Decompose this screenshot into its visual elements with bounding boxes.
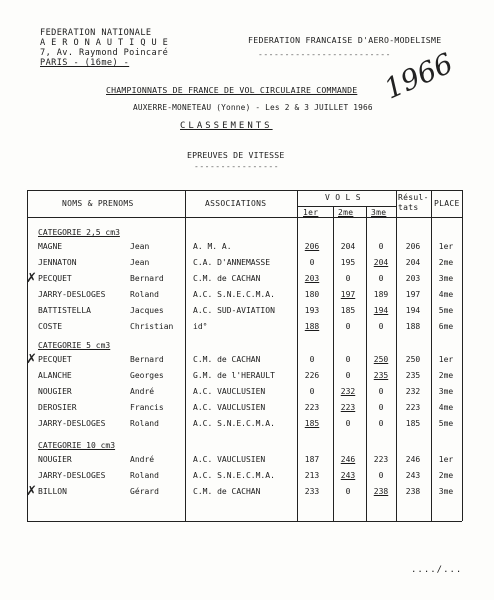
- association-name: G.M. de l'HERAULT: [193, 371, 275, 380]
- result-score: 188: [405, 322, 421, 331]
- flight-score-3: 194: [373, 306, 389, 315]
- competitor-firstname: Christian: [130, 322, 174, 331]
- flight-score-2: 232: [340, 387, 356, 396]
- flight-score-3: 0: [378, 419, 384, 428]
- place-rank: 5me: [438, 306, 454, 315]
- separator-dots: ----------------: [194, 162, 280, 171]
- flight-score-3: 0: [378, 242, 384, 251]
- flight-score-2: 0: [345, 371, 351, 380]
- flight-score-1: 180: [304, 290, 320, 299]
- flight-score-3: 235: [373, 371, 389, 380]
- competitor-surname: DEROSIER: [38, 403, 77, 412]
- competitor-firstname: Gérard: [130, 487, 159, 496]
- competitor-firstname: André: [130, 387, 155, 396]
- flight-score-1: 206: [304, 242, 320, 251]
- association-name: C.M. de CACHAN: [193, 274, 261, 283]
- federation-title: FEDERATION FRANCAISE D'AERO-MODELISME: [248, 35, 442, 45]
- flight-score-1: 193: [304, 306, 320, 315]
- association-name: A.C. VAUCLUSIEN: [193, 403, 266, 412]
- flight-score-2: 246: [340, 455, 356, 464]
- place-rank: 6me: [438, 322, 454, 331]
- competitor-firstname: Roland: [130, 471, 159, 480]
- result-score: 194: [405, 306, 421, 315]
- vols-subheader-divider: [297, 206, 396, 207]
- association-name: A. M. A.: [193, 242, 232, 251]
- flight-score-1: 0: [309, 387, 315, 396]
- column-header-associations: ASSOCIATIONS: [205, 199, 267, 208]
- speed-events-heading: EPREUVES DE VITESSE: [187, 150, 285, 160]
- place-rank: 3me: [438, 274, 454, 283]
- association-name: C.M. de CACHAN: [193, 355, 261, 364]
- competitor-surname: BATTISTELLA: [38, 306, 91, 315]
- place-rank: 2me: [438, 471, 454, 480]
- flight-score-3: 250: [373, 355, 389, 364]
- column-header-vol1: 1er: [303, 208, 319, 217]
- result-score: 235: [405, 371, 421, 380]
- competitor-surname: BILLON: [38, 487, 67, 496]
- flight-score-3: 204: [373, 258, 389, 267]
- flight-score-2: 197: [340, 290, 356, 299]
- place-rank: 3me: [438, 487, 454, 496]
- flight-score-1: 233: [304, 487, 320, 496]
- handwritten-x-mark: ✗: [26, 352, 37, 367]
- place-rank: 4me: [438, 290, 454, 299]
- result-score: 243: [405, 471, 421, 480]
- competitor-surname: JARRY-DESLOGES: [38, 471, 106, 480]
- result-score: 223: [405, 403, 421, 412]
- flight-score-1: 226: [304, 371, 320, 380]
- place-rank: 1er: [438, 455, 454, 464]
- flight-score-3: 238: [373, 487, 389, 496]
- category-title: CATEGORIE 5 cm3: [38, 341, 111, 350]
- flight-score-2: 0: [345, 322, 351, 331]
- address-line: 7, Av. Raymond Poincaré: [40, 48, 169, 58]
- championship-title: CHAMPIONNATS DE FRANCE DE VOL CIRCULAIRE COMMANDE: [106, 85, 358, 95]
- column-header-names: NOMS & PRENOMS: [62, 199, 134, 208]
- flight-score-1: 187: [304, 455, 320, 464]
- competitor-surname: COSTE: [38, 322, 63, 331]
- flight-score-2: 243: [340, 471, 356, 480]
- competitor-surname: NOUGIER: [38, 455, 72, 464]
- competitor-firstname: Bernard: [130, 355, 164, 364]
- result-score: 232: [405, 387, 421, 396]
- place-rank: 3me: [438, 387, 454, 396]
- competitor-surname: NOUGIER: [38, 387, 72, 396]
- competitor-surname: JARRY-DESLOGES: [38, 419, 106, 428]
- place-rank: 2me: [438, 371, 454, 380]
- competitor-surname: MAGNE: [38, 242, 63, 251]
- flight-score-1: 203: [304, 274, 320, 283]
- result-score: 185: [405, 419, 421, 428]
- address-line: A E R O N A U T I Q U E: [40, 38, 169, 48]
- table-border-right: [462, 190, 463, 521]
- address-line: FEDERATION NATIONALE: [40, 28, 152, 38]
- flight-score-1: 213: [304, 471, 320, 480]
- association-name: A.C. S.N.E.C.M.A.: [193, 419, 275, 428]
- result-score: 197: [405, 290, 421, 299]
- association-name: A.C. VAUCLUSIEN: [193, 455, 266, 464]
- result-score: 206: [405, 242, 421, 251]
- flight-score-3: 223: [373, 455, 389, 464]
- column-header-results: Résul-tats: [398, 193, 429, 212]
- column-divider: [185, 190, 186, 521]
- association-name: C.A. D'ANNEMASSE: [193, 258, 271, 267]
- column-header-vol3: 3me: [371, 208, 387, 217]
- flight-score-1: 188: [304, 322, 320, 331]
- continued-marker: ..../...: [411, 565, 463, 575]
- place-rank: 5me: [438, 419, 454, 428]
- competitor-firstname: André: [130, 455, 155, 464]
- result-score: 250: [405, 355, 421, 364]
- flight-score-2: 0: [345, 487, 351, 496]
- association-name: A.C. VAUCLUSIEN: [193, 387, 266, 396]
- flight-score-3: 0: [378, 322, 384, 331]
- flight-score-2: 185: [340, 306, 356, 315]
- result-score: 238: [405, 487, 421, 496]
- event-location-date: AUXERRE-MONETEAU (Yonne) - Les 2 & 3 JUILLET 1966: [133, 103, 373, 112]
- association-name: A.C. S.N.E.C.M.A.: [193, 471, 275, 480]
- association-name: A.C. S.N.E.C.M.A.: [193, 290, 275, 299]
- place-rank: 1er: [438, 242, 454, 251]
- flight-score-2: 0: [345, 274, 351, 283]
- association-name: id°: [193, 322, 208, 331]
- result-score: 203: [405, 274, 421, 283]
- result-score: 246: [405, 455, 421, 464]
- competitor-firstname: Bernard: [130, 274, 164, 283]
- place-rank: 4me: [438, 403, 454, 412]
- address-line: PARIS - (16me) -: [40, 58, 130, 68]
- flight-score-2: 0: [345, 419, 351, 428]
- flight-score-2: 195: [340, 258, 356, 267]
- category-title: CATEGORIE 2,5 cm3: [38, 228, 120, 237]
- association-name: A.C. SUD-AVIATION: [193, 306, 275, 315]
- result-score: 204: [405, 258, 421, 267]
- table-border-bottom: [27, 521, 462, 522]
- competitor-firstname: Georges: [130, 371, 164, 380]
- competitor-firstname: Jean: [130, 242, 150, 251]
- flight-score-2: 204: [340, 242, 356, 251]
- handwritten-x-mark: ✗: [26, 484, 37, 499]
- handwritten-x-mark: ✗: [26, 271, 37, 286]
- flight-score-3: 0: [378, 403, 384, 412]
- competitor-firstname: Jacques: [130, 306, 164, 315]
- classements-heading: CLASSEMENTS: [180, 121, 273, 131]
- flight-score-3: 189: [373, 290, 389, 299]
- flight-score-3: 0: [378, 274, 384, 283]
- flight-score-1: 185: [304, 419, 320, 428]
- competitor-surname: PECQUET: [38, 355, 72, 364]
- column-header-place: PLACE: [434, 199, 460, 208]
- place-rank: 2me: [438, 258, 454, 267]
- competitor-firstname: Roland: [130, 290, 159, 299]
- handwritten-year: 1966: [379, 46, 458, 106]
- column-header-vol2: 2me: [338, 208, 354, 217]
- competitor-surname: ALANCHE: [38, 371, 72, 380]
- separator-dots: -------------------------: [258, 50, 391, 59]
- competitor-surname: JENNATON: [38, 258, 77, 267]
- flight-score-1: 223: [304, 403, 320, 412]
- flight-score-3: 0: [378, 471, 384, 480]
- flight-score-3: 0: [378, 387, 384, 396]
- competitor-firstname: Francis: [130, 403, 164, 412]
- competitor-firstname: Roland: [130, 419, 159, 428]
- place-rank: 1er: [438, 355, 454, 364]
- competitor-surname: PECQUET: [38, 274, 72, 283]
- flight-score-1: 0: [309, 355, 315, 364]
- column-header-vols: V O L S: [325, 193, 361, 202]
- association-name: C.M. de CACHAN: [193, 487, 261, 496]
- flight-score-1: 0: [309, 258, 315, 267]
- category-title: CATEGORIE 10 cm3: [38, 441, 116, 450]
- competitor-firstname: Jean: [130, 258, 150, 267]
- federation-address-block: [40, 28, 168, 68]
- flight-score-2: 0: [345, 355, 351, 364]
- flight-score-2: 223: [340, 403, 356, 412]
- competitor-surname: JARRY-DESLOGES: [38, 290, 106, 299]
